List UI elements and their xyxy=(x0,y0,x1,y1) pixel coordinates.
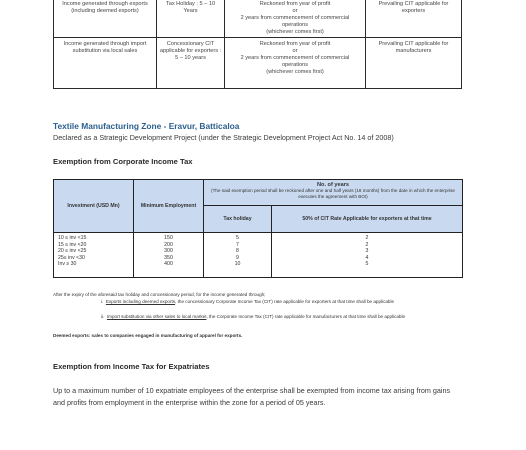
exports-link[interactable]: Exports including deemed exports xyxy=(105,299,176,304)
notes-intro: After the expiry of the aforesaid tax holiday and concessionary period, for the income generated through; xyxy=(53,292,266,297)
table-cell: 3 xyxy=(365,248,369,254)
period-line: (whichever comes first) xyxy=(266,29,324,35)
item-number: i. xyxy=(101,299,104,304)
table-cell: 5 xyxy=(365,261,369,267)
period-line: (whichever comes first) xyxy=(266,69,324,75)
tax-holiday-values xyxy=(204,233,272,278)
income-type-cell: Income generated through exports (including deemed exports) xyxy=(54,0,157,38)
years-title: No. of years xyxy=(316,182,350,188)
tax-holiday-table xyxy=(53,0,462,89)
investment-incentive-table xyxy=(53,179,463,278)
item-text: , the Corporate Income Tax (CIT) rate applicable for manufacturers at that time shall be applicable xyxy=(206,314,406,319)
subsection-title: Exemption from Corporate Income Tax xyxy=(53,157,193,166)
table-row xyxy=(54,38,462,89)
table-cell: 2 xyxy=(365,235,369,241)
table-cell: 300 xyxy=(164,248,173,254)
table-cell: 15 ≤ inv <20 xyxy=(58,241,87,248)
table-cell: 5 xyxy=(236,235,239,241)
incentive-cell: Concessionary CIT applicable for exporters : 5 – 10 years xyxy=(157,38,225,89)
investment-header: Investment (USD Mn) xyxy=(54,180,134,233)
period-cell xyxy=(225,38,366,89)
years-note: (The said exemption period shall be reckoned after one and half years (18 months) from the date in which the enterprise executes the agreement with BOI) xyxy=(211,188,455,199)
after-period-cell: Prevailing CIT applicable for manufacturers xyxy=(366,38,462,89)
table-cell: 25≤ inv <30 xyxy=(58,254,85,261)
table-cell: Inv ≥ 30 xyxy=(58,261,77,267)
period-line: Reckoned from year of profit xyxy=(259,1,331,7)
table-cell: 350 xyxy=(164,254,173,261)
period-line: or xyxy=(292,48,298,54)
employment-values xyxy=(134,233,204,278)
table-cell: 9 xyxy=(236,254,239,261)
period-line: Reckoned from year of profit xyxy=(259,41,331,47)
table-cell: 20 ≤ inv <25 xyxy=(58,248,87,254)
table-cell: 10 ≤ inv <15 xyxy=(58,235,87,241)
investment-values xyxy=(54,233,134,278)
table-row xyxy=(54,233,463,278)
expat-title: Exemption from Income Tax for Expatriates xyxy=(53,362,210,371)
employment-header: Minimum Employment xyxy=(134,180,204,233)
table-cell: 10 xyxy=(234,261,241,267)
period-cell xyxy=(225,0,366,38)
table-cell: 4 xyxy=(365,254,369,261)
income-type-cell: Income generated through import substitution via local sales xyxy=(54,38,157,89)
period-line: 2 years from commencement of commercial operations xyxy=(240,15,350,28)
item-number: ii. xyxy=(101,314,105,319)
period-line: or xyxy=(292,8,298,14)
section-description: Declared as a Strategic Development Project (under the Strategic Development Project Act No. 14 of 2008) xyxy=(53,133,394,142)
header-row xyxy=(54,180,463,206)
table-row xyxy=(54,0,462,38)
table-cell: 400 xyxy=(164,261,173,267)
table-cell: 200 xyxy=(164,241,173,248)
years-header xyxy=(204,180,463,206)
deemed-exports-note: Deemed exports: sales to companies engaged in manufacturing of apparel for exports. xyxy=(53,333,243,338)
notes-item-1 xyxy=(101,299,473,305)
notes-item-2 xyxy=(101,314,473,320)
item-text: , the concessionary Corporate Income Tax (CIT) rate applicable for exporters at that time shall be applicable xyxy=(175,299,395,304)
table-cell: 8 xyxy=(236,248,239,254)
period-line: 2 years from commencement of commercial operations xyxy=(240,55,350,68)
incentive-cell: Tax Holiday : 5 – 10 Years xyxy=(157,0,225,38)
tax-holiday-header: Tax holiday xyxy=(204,205,272,232)
after-period-cell: Prevailing CIT applicable for exporters xyxy=(366,0,462,38)
import-substitution-link[interactable]: Import substitution via other sales to local market xyxy=(106,314,207,319)
cit-rate-header: 50% of CIT Rate Applicable for exporters at that time xyxy=(272,205,463,232)
cit-years-values xyxy=(272,233,463,278)
table-cell: 150 xyxy=(164,235,173,241)
table-cell: 2 xyxy=(365,241,369,248)
expat-text: Up to a maximum number of 10 expatriate employees of the enterprise shall be exempted from income tax arising from gains and profits from employment in the enterprise within the zone for a period of 05 years. xyxy=(53,386,451,407)
section-title: Textile Manufacturing Zone - Eravur, Batticaloa xyxy=(53,121,240,131)
table-cell: 7 xyxy=(236,241,239,248)
